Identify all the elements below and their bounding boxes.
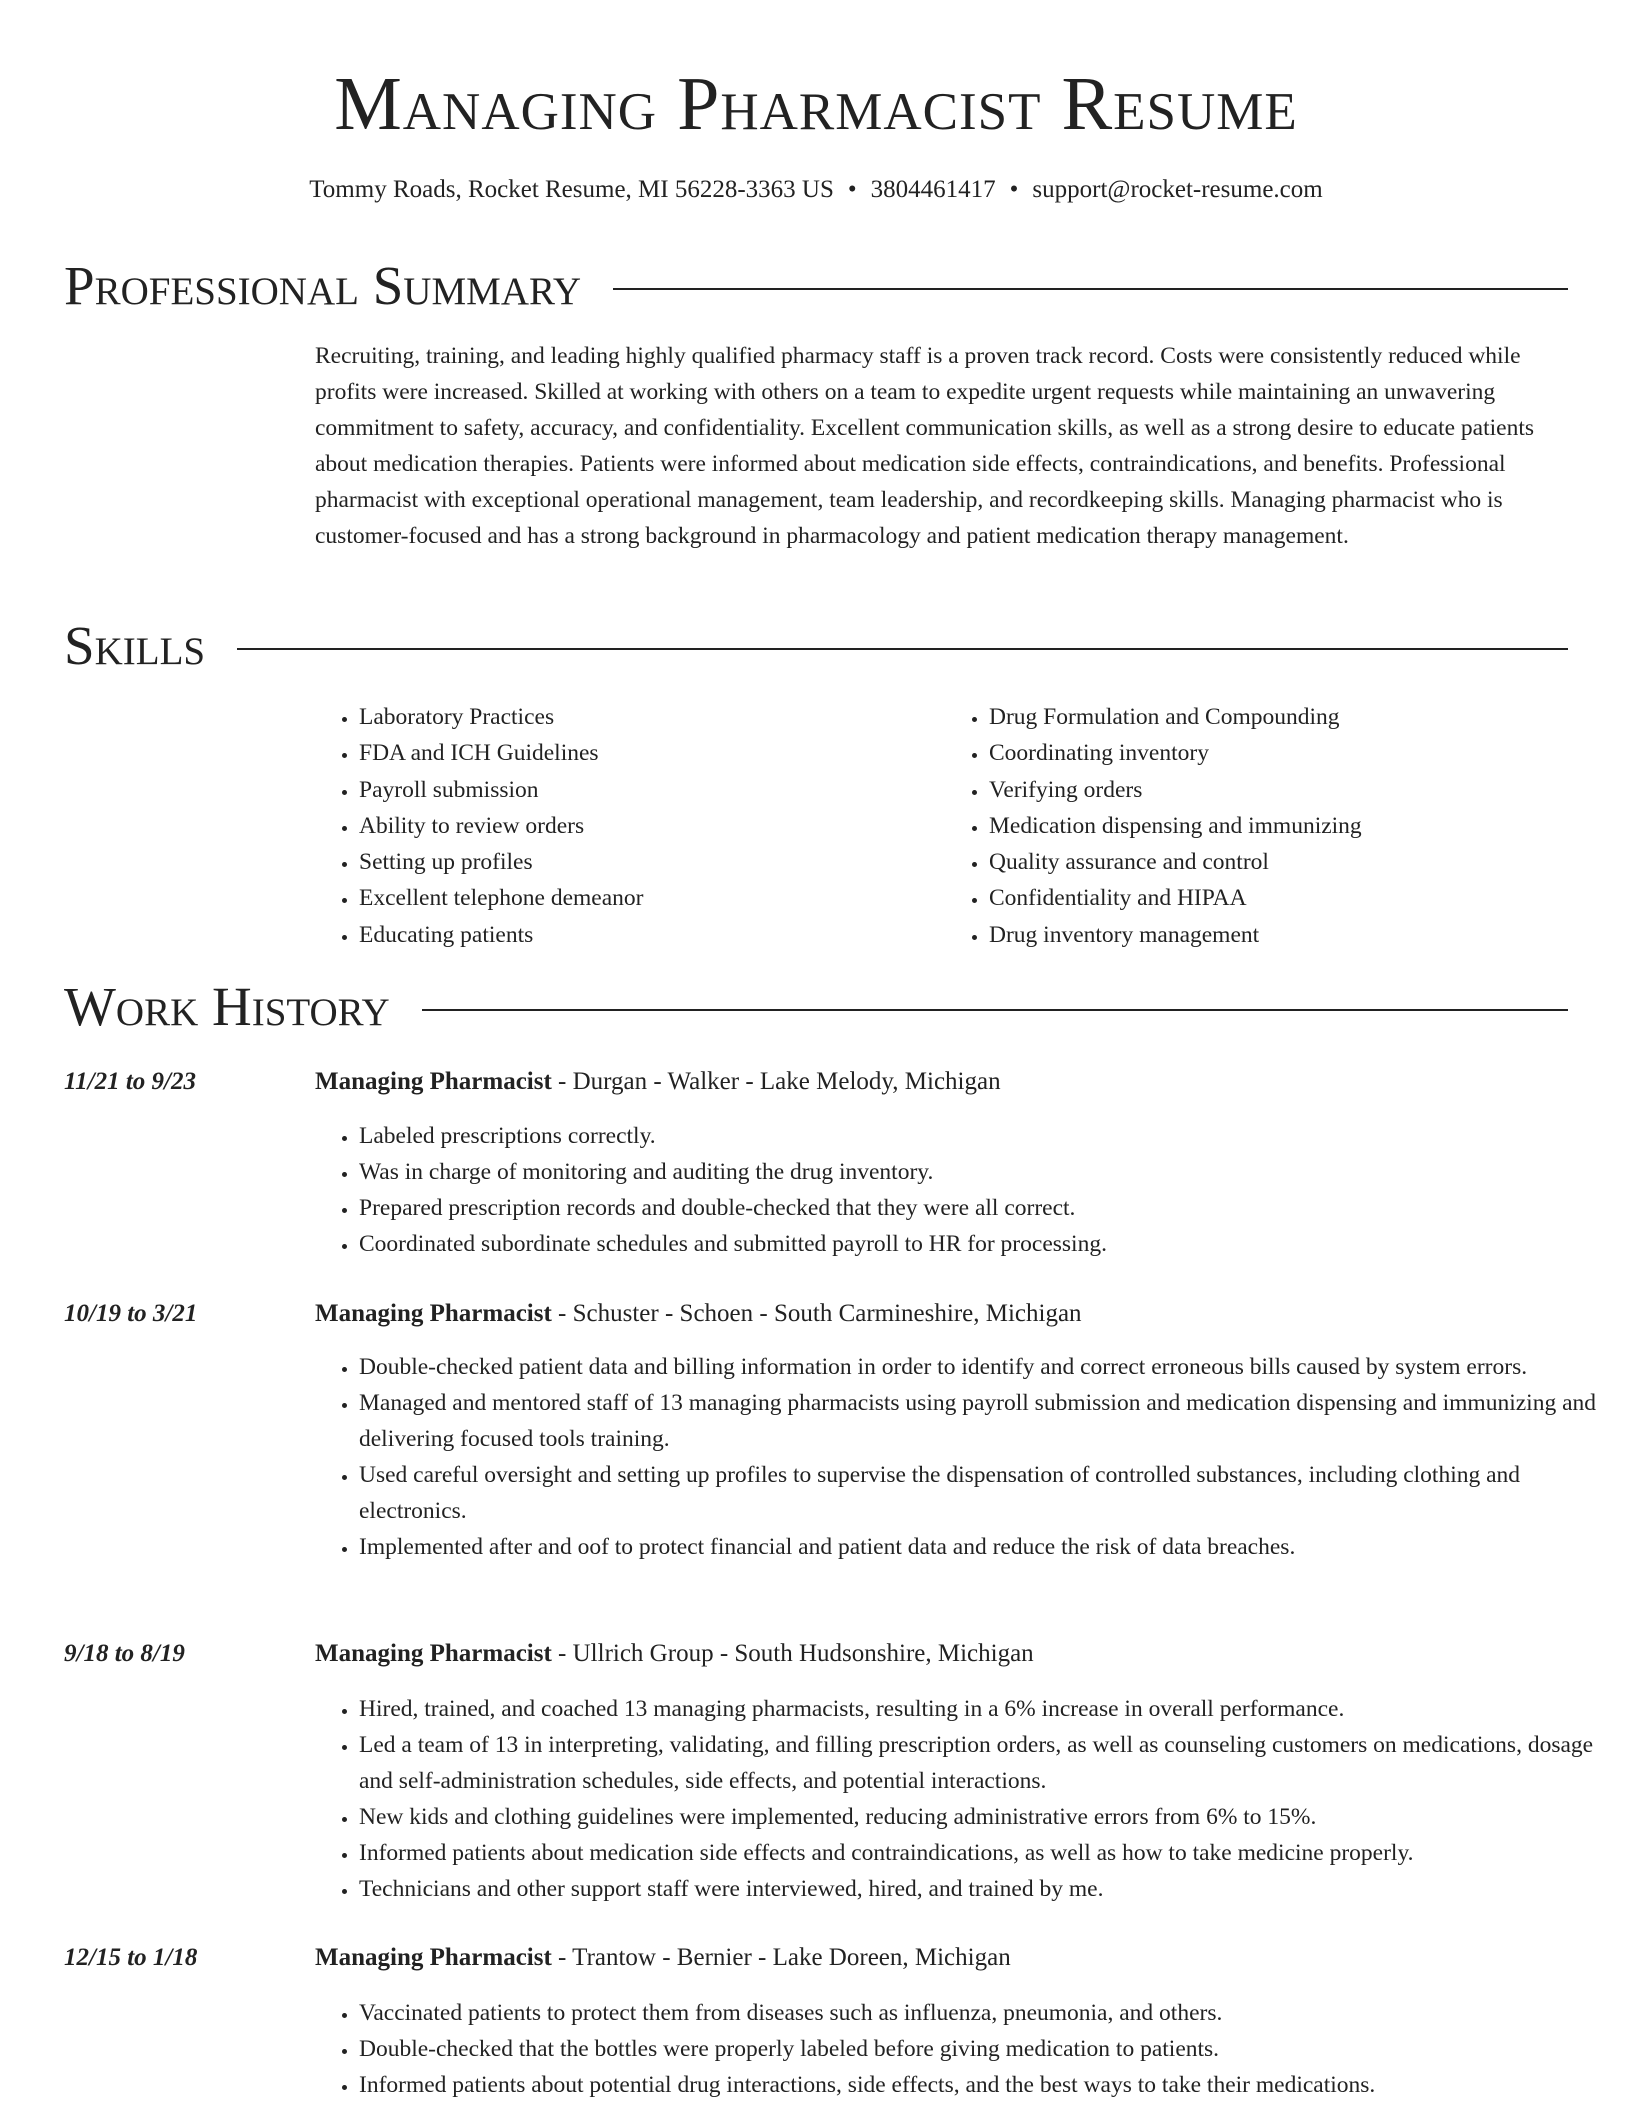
summary-text: Recruiting, training, and leading highly qualified pharmacy staff is a proven track record. Costs were consistently reduced while profits were increased. Skilled at working with others on a team to expedite urgent requests while maintaining an unwavering commitment to safety, accuracy, and confidentiality. Excellent communication skills, as well as a strong desire to educate patients about medication therapies. Patients were informed about medication side effects, contraindications, and benefits. Professional pharmacist with exceptional operational management, team leadership, and recordkeeping skills. Managing pharmacist who is customer-focused and has a strong background in pharmacology and patient medication therapy management. bbox=[315, 343, 1534, 549]
skills-heading: Skills bbox=[64, 615, 206, 676]
job-bullet: • Managed and mentored staff of 13 managing pharmacists using payroll submission and medication dispensing and immunizing and delivering focused tools training. bbox=[359, 1385, 1619, 1457]
job-dates: 9/18 to 8/19 bbox=[64, 1640, 185, 1667]
work-heading: Work History bbox=[64, 976, 390, 1037]
job-bullets bbox=[315, 1995, 1619, 2103]
section-divider bbox=[613, 288, 1568, 290]
job-bullet: • Hired, trained, and coached 13 managing pharmacists, resulting in a 6% increase in overall performance. bbox=[359, 1691, 1619, 1727]
job-employer: - Trantow - Bernier - Lake Doreen, Michigan bbox=[551, 1944, 1011, 1971]
job-dates: 10/19 to 3/21 bbox=[64, 1300, 198, 1327]
skills-section-header bbox=[64, 614, 1568, 678]
skills-list bbox=[315, 699, 1575, 953]
skill-item: • Educating patients bbox=[359, 917, 945, 953]
job-bullet: • Vaccinated patients to protect them from diseases such as influenza, pneumonia, and others. bbox=[359, 1995, 1619, 2031]
job-bullet: • Used careful oversight and setting up profiles to supervise the dispensation of controlled substances, including clothing and electronics. bbox=[359, 1457, 1619, 1529]
job-employer: - Schuster - Schoen - South Carmineshire, Michigan bbox=[551, 1300, 1082, 1327]
skill-item: • Confidentiality and HIPAA bbox=[989, 880, 1575, 916]
skill-item: • Setting up profiles bbox=[359, 844, 945, 880]
job-bullet: • New kids and clothing guidelines were implemented, reducing administrative errors from 6% to 15%. bbox=[359, 1799, 1619, 1835]
skill-item: • Ability to review orders bbox=[359, 808, 945, 844]
job-bullet: • Double-checked patient data and billing information in order to identify and correct erroneous bills caused by system errors. bbox=[359, 1349, 1619, 1385]
job-bullet: • Technicians and other support staff were interviewed, hired, and trained by me. bbox=[359, 1871, 1619, 1907]
skill-item: • Quality assurance and control bbox=[989, 844, 1575, 880]
job-bullet: • Prepared prescription records and double-checked that they were all correct. bbox=[359, 1190, 1619, 1226]
skills-column-right bbox=[945, 699, 1575, 953]
job-bullet: • Implemented after and oof to protect financial and patient data and reduce the risk of data breaches. bbox=[359, 1529, 1619, 1565]
section-divider bbox=[237, 648, 1568, 650]
job-role: Managing Pharmacist bbox=[315, 1068, 552, 1095]
job-heading bbox=[315, 1638, 1034, 1670]
section-divider bbox=[422, 1009, 1568, 1011]
job-bullets bbox=[315, 1118, 1619, 1262]
contact-separator: • bbox=[847, 176, 857, 203]
contact-email[interactable]: support@rocket-resume.com bbox=[1032, 176, 1323, 203]
job-bullet: • Coordinated subordinate schedules and submitted payroll to HR for processing. bbox=[359, 1226, 1619, 1262]
contact-line bbox=[0, 174, 1632, 206]
skill-item: • Verifying orders bbox=[989, 772, 1575, 808]
job-bullet: • Was in charge of monitoring and auditing the drug inventory. bbox=[359, 1154, 1619, 1190]
contact-address: Tommy Roads, Rocket Resume, MI 56228-3363 US bbox=[309, 176, 834, 203]
job-dates: 11/21 to 9/23 bbox=[64, 1068, 196, 1095]
job-role: Managing Pharmacist bbox=[315, 1300, 552, 1327]
job-bullet: • Informed patients about potential drug interactions, side effects, and the best ways to take their medications. bbox=[359, 2067, 1619, 2103]
job-bullet: • Led a team of 13 in interpreting, validating, and filling prescription orders, as well as counseling customers on medications, dosage and self-administration schedules, side effects, and potential interactions. bbox=[359, 1727, 1619, 1799]
skill-item: • Drug Formulation and Compounding bbox=[989, 699, 1575, 735]
work-section-header bbox=[64, 975, 1568, 1039]
job-bullets bbox=[315, 1691, 1619, 1907]
skill-item: • Drug inventory management bbox=[989, 917, 1575, 953]
summary-heading: Professional Summary bbox=[64, 255, 582, 316]
summary-section-header bbox=[64, 254, 1568, 318]
job-bullet: • Informed patients about medication side effects and contraindications, as well as how to take medicine properly. bbox=[359, 1835, 1619, 1871]
contact-phone: 3804461417 bbox=[870, 176, 996, 203]
job-bullet: • Double-checked that the bottles were properly labeled before giving medication to patients. bbox=[359, 2031, 1619, 2067]
job-heading bbox=[315, 1066, 1001, 1098]
job-heading bbox=[315, 1942, 1011, 1974]
job-heading bbox=[315, 1298, 1082, 1330]
job-dates: 12/15 to 1/18 bbox=[64, 1944, 198, 1971]
skill-item: • Coordinating inventory bbox=[989, 735, 1575, 771]
job-bullets bbox=[315, 1349, 1619, 1565]
job-bullet: • Labeled prescriptions correctly. bbox=[359, 1118, 1619, 1154]
job-role: Managing Pharmacist bbox=[315, 1944, 552, 1971]
skill-item: • Payroll submission bbox=[359, 772, 945, 808]
job-role: Managing Pharmacist bbox=[315, 1640, 552, 1667]
job-employer: - Durgan - Walker - Lake Melody, Michigan bbox=[551, 1068, 1001, 1095]
skill-item: • FDA and ICH Guidelines bbox=[359, 735, 945, 771]
skill-item: • Laboratory Practices bbox=[359, 699, 945, 735]
resume-title: Managing Pharmacist Resume bbox=[334, 62, 1298, 146]
skill-item: • Excellent telephone demeanor bbox=[359, 880, 945, 916]
skills-column-left bbox=[315, 699, 945, 953]
skill-item: • Medication dispensing and immunizing bbox=[989, 808, 1575, 844]
job-employer: - Ullrich Group - South Hudsonshire, Michigan bbox=[551, 1640, 1034, 1667]
contact-separator: • bbox=[1009, 176, 1019, 203]
